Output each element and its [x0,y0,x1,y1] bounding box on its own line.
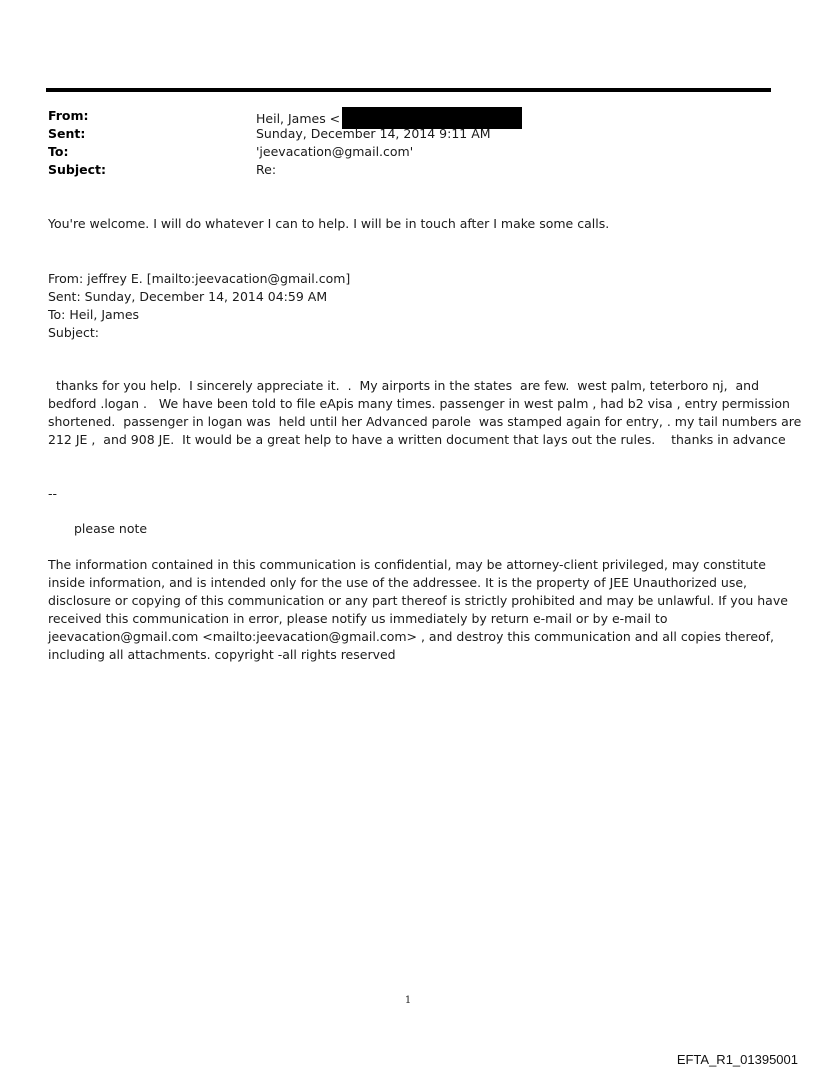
body-line: bedford .logan . We have been told to file eApis many times. passenger in west palm , had b2 visa , entry permission [48,396,790,411]
from-value [256,107,522,125]
reply-text: You're welcome. I will do whatever I can to help. I will be in touch after I make some calls. [48,216,610,231]
please-note: please note [74,521,148,536]
sent-row [48,125,768,143]
original-message-body [48,377,802,449]
sent-value: Sunday, December 14, 2014 9:11 AM [256,126,491,141]
disclaimer-line: inside information, and is intended only for the use of the addressee. It is the property of JEE Unauthorized use, [48,575,748,590]
to-row [48,143,768,161]
original-to: To: Heil, James [48,307,140,322]
disclaimer-line: disclosure or copying of this communication or any part thereof is strictly prohibited and may be unlawful. If you have [48,593,788,608]
original-from: From: jeffrey E. [mailto:jeevacation@gmail.com] [48,271,351,286]
body-line: shortened. passenger in logan was held until her Advanced parole was stamped again for entry, . my tail numbers are [48,414,802,429]
email-header [48,107,768,179]
subject-value: Re: [256,162,277,177]
original-subject: Subject: [48,325,99,340]
subject-label: Subject: [48,162,106,177]
page-number: 1 [404,995,412,1006]
from-label: From: [48,108,89,123]
body-line: thanks for you help. I sincerely appreciate it. . My airports in the states are few. west palm, teterboro nj, and [48,378,760,393]
body-line: 212 JE , and 908 JE. It would be a great help to have a written document that lays out the rules. thanks in advance [48,432,786,447]
signature-separator: -- [48,486,58,501]
to-label: To: [48,144,69,159]
original-message-header [48,270,768,342]
sent-label: Sent: [48,126,86,141]
subject-row [48,161,768,179]
from-row [48,107,768,125]
disclaimer-line: including all attachments. copyright -all rights reserved [48,647,396,662]
to-value: 'jeevacation@gmail.com' [256,144,414,159]
original-sent: Sent: Sunday, December 14, 2014 04:59 AM [48,289,328,304]
bates-number: EFTA_R1_01395001 [676,1052,798,1067]
disclaimer-line: The information contained in this communication is confidential, may be attorney-client privileged, may constitute [48,557,766,572]
disclaimer-line: jeevacation@gmail.com <mailto:jeevacation@gmail.com> , and destroy this communication and all copies thereof, [48,629,775,644]
from-name: Heil, James < [256,111,341,126]
confidentiality-disclaimer [48,556,788,664]
header-rule [46,88,771,92]
disclaimer-line: received this communication in error, please notify us immediately by return e-mail or by e-mail to [48,611,668,626]
